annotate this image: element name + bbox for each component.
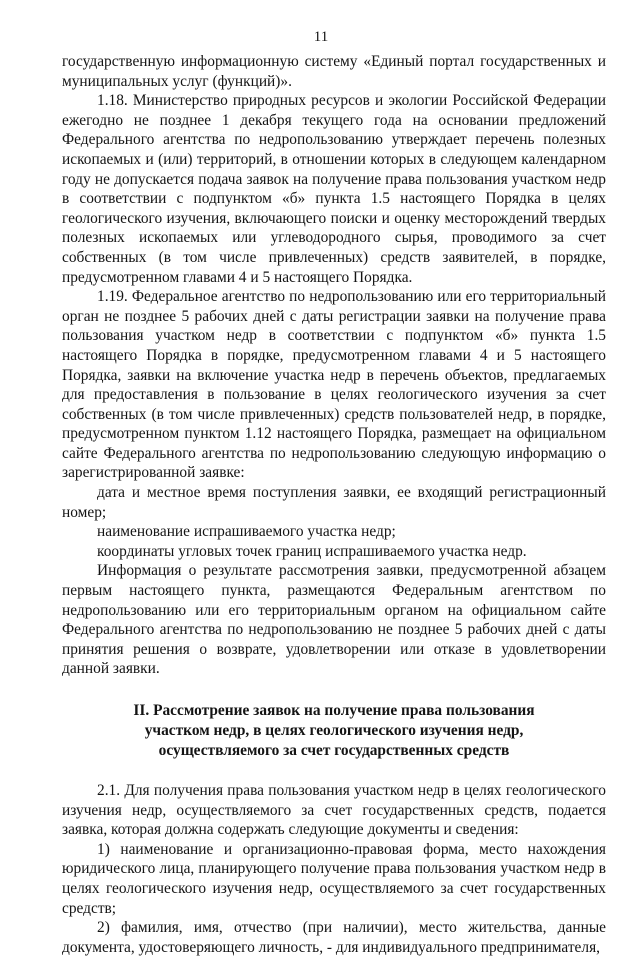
section-heading-line-3: осуществляемого за счет государственных средств [158,742,510,759]
paragraph: 2) фамилия, имя, отчество (при наличии), место жительства, данные документа, удостоверяющего личность, - для индивидуального предпринимателя, [62,919,606,956]
paragraph: дата и местное время поступления заявки, ее входящий регистрационный номер; [62,484,606,521]
page-number: 11 [313,29,329,45]
section-heading [62,701,606,761]
paragraph: наименование испрашиваемого участка недр; [97,523,396,541]
paragraph: 1) наименование и организационно-правовая форма, место нахождения юридического лица, планирующего получение права пользования участком недр в целях геологического изучения недр, осуществляемого за счет государственных средств; [62,840,606,917]
section-heading-line-1: II. Рассмотрение заявок на получение права пользования [133,702,535,719]
paragraph: координаты угловых точек границ испрашиваемого участка недр. [97,542,527,560]
paragraphs-after-heading [62,781,606,957]
section-heading-line-2: участком недр, в целях геологического изучения недр, [144,722,524,739]
paragraph: государственную информационную систему «Единый портал государственных и муниципальных услуг (функций)». [62,53,606,90]
paragraph: Информация о результате рассмотрения заявки, предусмотренной абзацем первым настоящего пункта, размещаются Федеральным агентством по недропользованию или его территориальным органом на официальном сайте Федерального агентства по недропользованию не позднее 5 рабочих дней с даты принятия решения о возврате, удовлетворении или отказе в удовлетворении данной заявки. [62,562,606,678]
paragraphs-before-heading [62,52,606,679]
paragraph: 1.18. Министерство природных ресурсов и экологии Российской Федерации ежегодно не позднее 1 декабря текущего года на основании предложений Федерального агентства по недропользованию утверждает перечень полезных ископаемых и (или) территорий, в отношении которых в следующем календарном году не допускается подача заявок на получение права пользования участком недр в соответствии с подпунктом «б» пункта 1.5 настоящего Порядка в целях геологического изучения, включающего поиски и оценку месторождений твердых полезных ископаемых или углеводородного сырья, проводимого за счет собственных (в том числе привлеченных) средств заявителей, в порядке, предусмотренном главами 4 и 5 настоящего Порядка. [62,92,606,286]
document-body [62,52,606,957]
paragraph: 1.19. Федеральное агентство по недропользованию или его территориальный орган не позднее 5 рабочих дней с даты регистрации заявки на получение права пользования участком недр в соответствии с подпунктом «б» пункта 1.5 настоящего Порядка в порядке, предусмотренном главами 4 и 5 настоящего Порядка, заявки на включение участка недр в перечень объектов, предлагаемых для предоставления в пользование в целях геологического изучения за счет собственных (в том числе привлеченных) средств пользователей недр, в порядке, предусмотренном пунктом 1.12 настоящего Порядка, размещает на официальном сайте Федерального агентства по недропользованию следующую информацию о зарегистрированной заявке: [62,288,606,482]
paragraph: 2.1. Для получения права пользования участком недр в целях геологического изучения недр, осуществляемого за счет государственных средств, подается заявка, которая должна содержать следующие документы и сведения: [62,782,606,839]
